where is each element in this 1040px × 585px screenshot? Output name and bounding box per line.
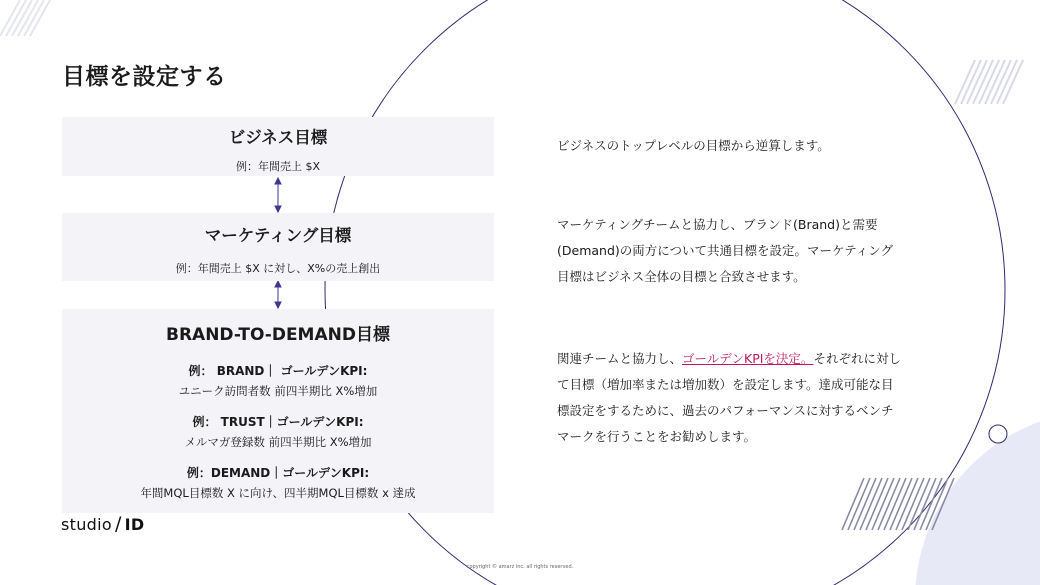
marketing-goal-box bbox=[62, 213, 494, 281]
demand-example-heading: 例：DEMAND｜ゴールデンKPI: bbox=[186, 466, 370, 480]
studio-id-logo bbox=[61, 513, 145, 535]
business-goal-title: ビジネス目標 bbox=[228, 128, 328, 147]
brand-to-demand-description bbox=[557, 346, 902, 450]
page-title: 目標を設定する bbox=[62, 64, 227, 90]
right-hatch bbox=[955, 60, 1023, 104]
logo-text-studio: studio bbox=[61, 515, 112, 534]
marketing-goal-title: マーケティング目標 bbox=[204, 226, 352, 245]
description-text-after: それぞれに対して目標（増加率または増加数）を設定します。達成可能な目標設定をするために、過去のパフォーマンスに対するベンチマークを行うことをお勧めします。 bbox=[557, 351, 901, 444]
brand-example bbox=[62, 362, 494, 399]
marketing-goal-example: 例：年間売上 $X に対し、X%の売上創出 bbox=[175, 262, 381, 275]
top-left-hatch bbox=[0, 0, 50, 36]
business-goal-box bbox=[62, 117, 494, 176]
demand-example-body: 年間MQL目標数 X に向け、四半期MQL目標数 x 達成 bbox=[140, 486, 416, 500]
description-text-before: 関連チームと協力し、 bbox=[557, 351, 683, 366]
brand-example-heading: 例： BRAND｜ ゴールデンKPI: bbox=[188, 364, 368, 378]
marketing-goal-description: マーケティングチームと協力し、ブランド(Brand)と需要(Demand)の両方について共通目標を設定。マーケティング目標はビジネス全体の目標と合致させます。 bbox=[557, 217, 894, 284]
business-goal-description: ビジネスのトップレベルの目標から逆算します。 bbox=[557, 138, 830, 153]
trust-example-body: メルマガ登録数 前四半期比 X%増加 bbox=[184, 435, 372, 449]
logo-slash: / bbox=[114, 513, 122, 535]
copyright-notice: copyright © amarz inc. all rights reserved. bbox=[466, 564, 574, 570]
demand-example bbox=[62, 464, 494, 501]
logo-text-id: ID bbox=[124, 515, 145, 534]
brand-to-demand-title: BRAND-TO-DEMAND目標 bbox=[166, 325, 390, 345]
business-goal-example: 例：年間売上 $X bbox=[235, 160, 321, 173]
golden-kpi-link[interactable]: ゴールデンKPIを決定。 bbox=[682, 351, 814, 366]
trust-example-heading: 例： TRUST｜ゴールデンKPI: bbox=[192, 415, 364, 429]
small-circle-marker bbox=[989, 425, 1007, 443]
brand-to-demand-goal-box bbox=[62, 309, 494, 513]
brand-example-body: ユニーク訪問者数 前四半期比 X%増加 bbox=[178, 384, 378, 398]
trust-example bbox=[62, 413, 494, 450]
